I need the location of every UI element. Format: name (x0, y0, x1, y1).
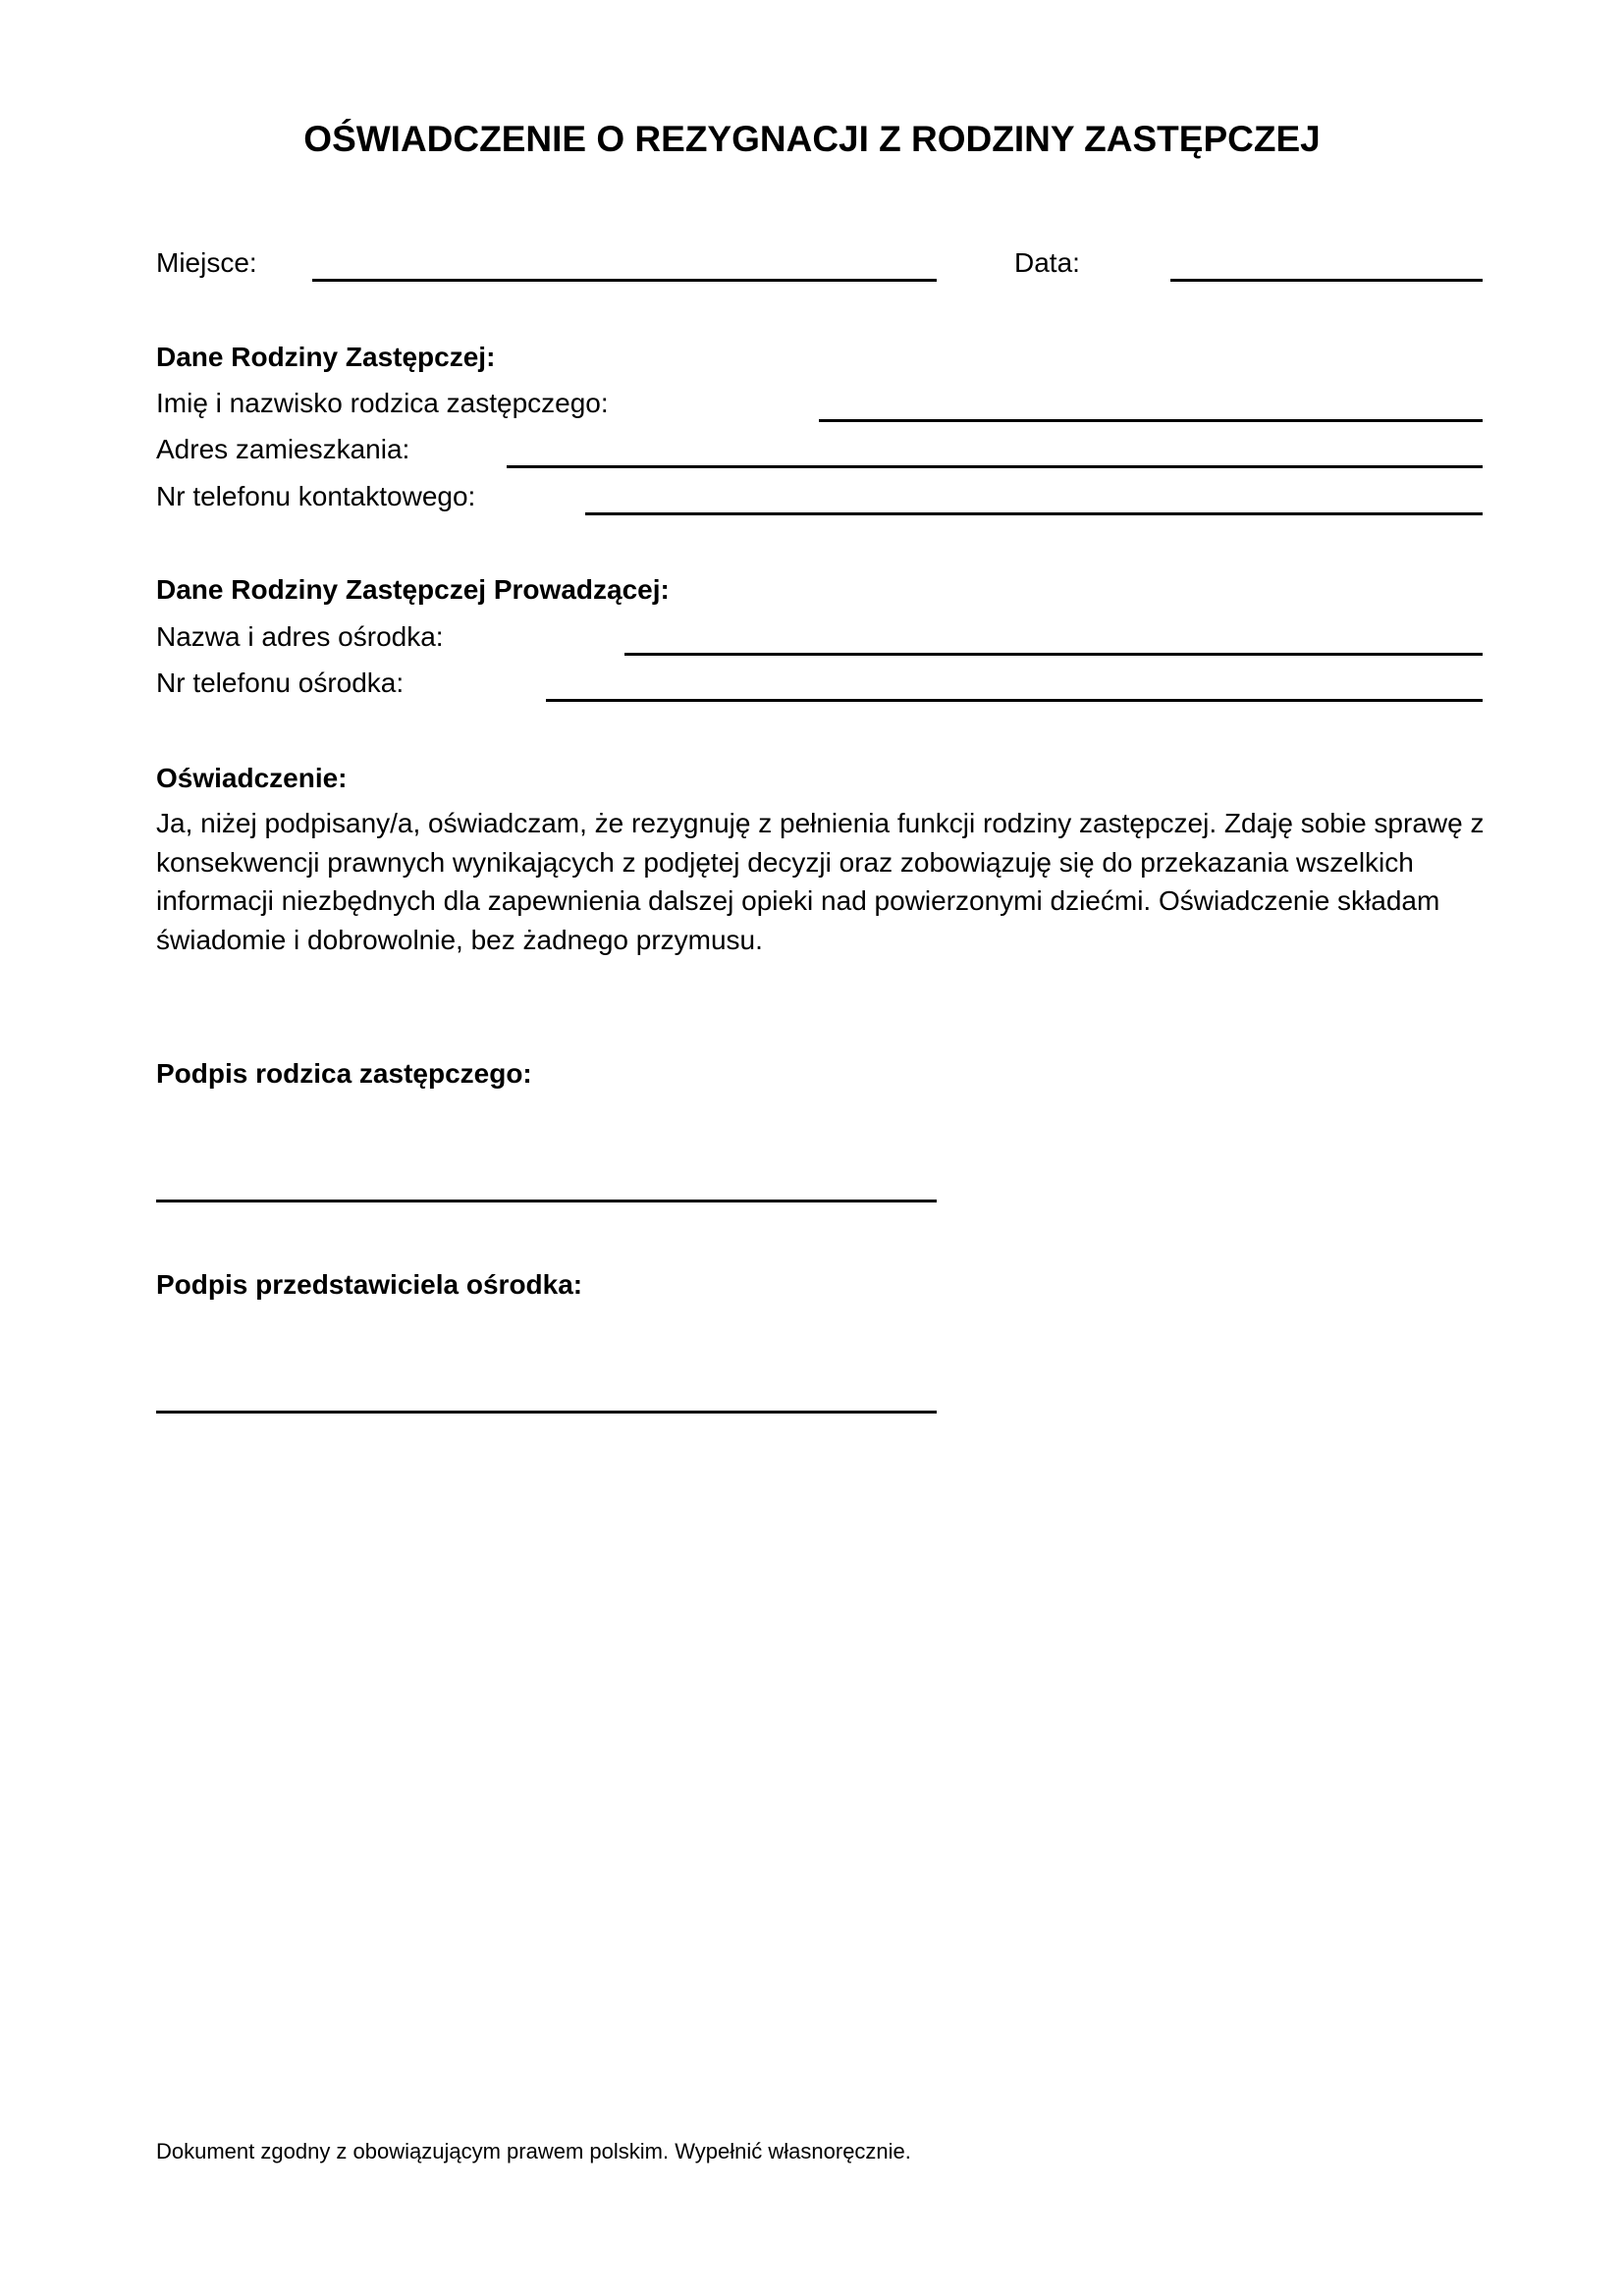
signature-center-label: Podpis przedstawiciela ośrodka: (156, 1269, 583, 1300)
section-family-heading: Dane Rodziny Zastępczej: (156, 342, 496, 372)
document-title: OŚWIADCZENIE O REZYGNACJI Z RODZINY ZASTĘPCZEJ (303, 119, 1321, 159)
address-label: Adres zamieszkania: (156, 434, 410, 464)
center-name-address-field-line[interactable] (624, 653, 1483, 656)
footer-note: Dokument zgodny z obowiązującym prawem polskim. Wypełnić własnoręcznie. (156, 2139, 911, 2163)
date-field-line[interactable] (1170, 279, 1483, 282)
signature-parent-line[interactable] (156, 1200, 937, 1202)
section-center-heading: Dane Rodziny Zastępczej Prowadzącej: (156, 574, 670, 605)
center-phone-field-line[interactable] (546, 699, 1483, 702)
center-name-address-label: Nazwa i adres ośrodka: (156, 621, 444, 652)
parent-name-label: Imię i nazwisko rodzica zastępczego: (156, 388, 609, 418)
statement-heading: Oświadczenie: (156, 763, 348, 793)
phone-label: Nr telefonu kontaktowego: (156, 481, 476, 511)
place-field-line[interactable] (312, 279, 937, 282)
signature-parent-label: Podpis rodzica zastępczego: (156, 1058, 532, 1089)
phone-field-line[interactable] (585, 512, 1483, 515)
place-label: Miejsce: (156, 247, 257, 278)
signature-center-line[interactable] (156, 1411, 937, 1414)
center-phone-label: Nr telefonu ośrodka: (156, 667, 405, 698)
parent-name-field-line[interactable] (819, 419, 1483, 422)
statement-text: Ja, niżej podpisany/a, oświadczam, że rezygnuję z pełnienia funkcji rodziny zastępczej. Zdaję sobie sprawę z konsekwencji prawnych wynikających z podjętej decyzji oraz zobowiązuję się do przekazania wszelkich informacji niezbędnych dla zapewnienia dalszej opieki nad powierzonymi dziećmi. Oświadczenie składam świadomie i dobrowolnie, bez żadnego przymusu. (156, 808, 1485, 955)
address-field-line[interactable] (507, 465, 1483, 468)
date-label: Data: (1014, 247, 1080, 278)
